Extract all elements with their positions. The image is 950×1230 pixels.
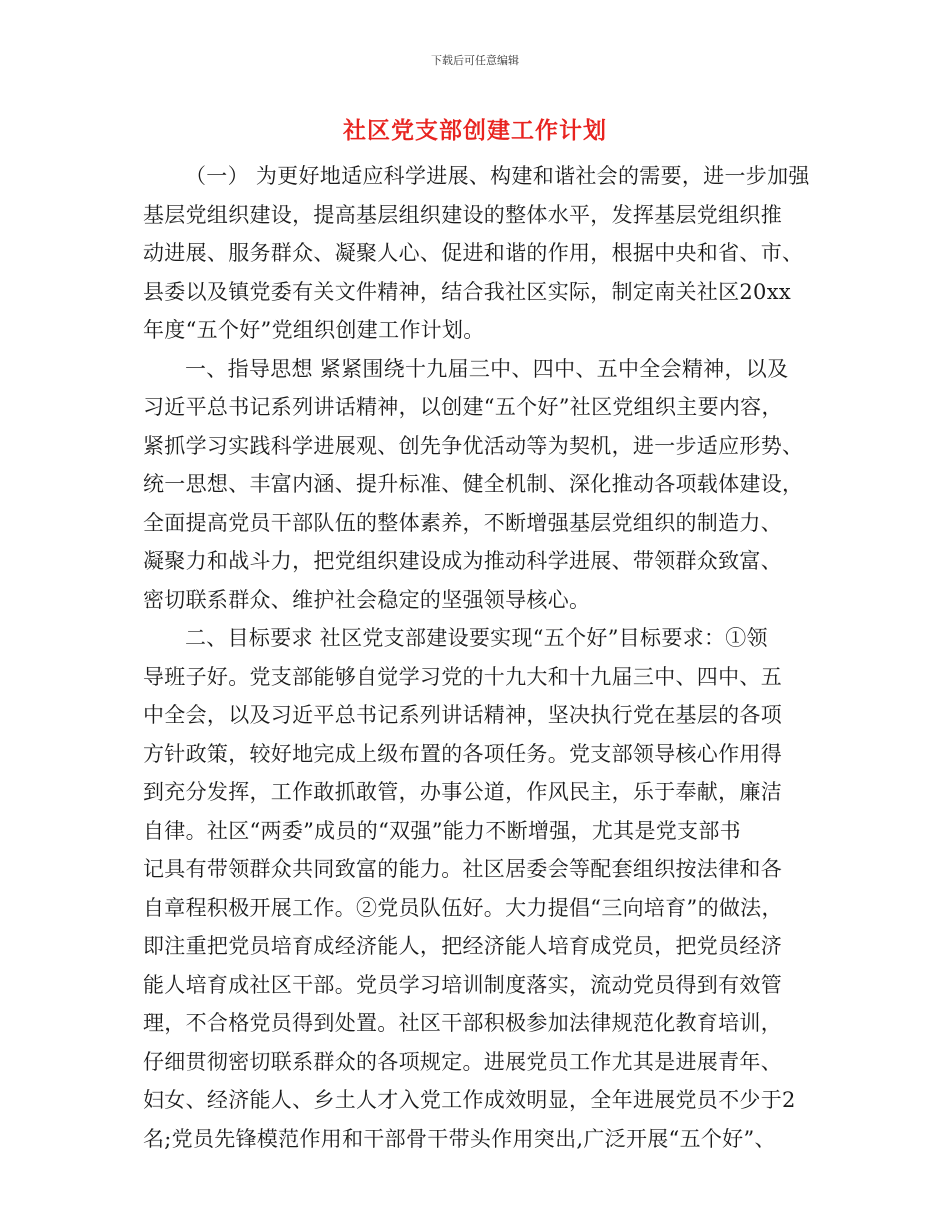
paragraph-line: 中全会，以及习近平总书记系列讲话精神，坚决执行党在基层的各项 <box>143 703 782 727</box>
paragraph-line: 名;党员先锋模范作用和干部骨干带头作用突出,广泛开展“五个好”、 <box>143 1126 776 1151</box>
header-note: 下载后可任意编辑 <box>431 54 519 67</box>
paragraph-line: 年度“五个好”党组织创建工作计划。 <box>143 318 485 342</box>
paragraph-line: 自律。社区“两委”成员的“双强”能力不断增强，尤其是党支部书 <box>143 818 741 843</box>
paragraph-line: 动进展、服务群众、凝聚人心、促进和谐的作用，根据中央和省、市、 <box>143 241 804 265</box>
paragraph-line: 即注重把党员培育成经济能人，把经济能人培育成党员，把党员经济 <box>143 934 782 958</box>
paragraph-line: 仔细贯彻密切联系群众的各项规定。进展党员工作尤其是进展青年、 <box>143 1049 782 1074</box>
paragraph-line: 紧抓学习实践科学进展观、创先争优活动等为契机，进一步适应形势、 <box>143 433 804 458</box>
paragraph-line: 习近平总书记系列讲话精神，以创建“五个好”社区党组织主要内容， <box>143 395 783 419</box>
paragraph-line: 密切联系群众、维护社会稳定的坚强领导核心。 <box>143 587 591 612</box>
paragraph-line: 凝聚力和战斗力，把党组织建设成为推动科学进展、带领群众致富、 <box>143 549 782 573</box>
paragraph-line: 导班子好。党支部能够自觉学习党的十九大和十九届三中、四中、五 <box>143 664 782 689</box>
paragraph-line: 理，不合格党员得到处置。社区干部积极参加法律规范化教育培训， <box>143 1011 782 1035</box>
paragraph-line: 自章程积极开展工作。②党员队伍好。大力提倡“三向培育”的做法， <box>143 895 783 920</box>
paragraph-line: （一） 为更好地适应科学进展、构建和谐社会的需要，进一步加强 <box>185 164 810 188</box>
paragraph-line: 到充分发挥，工作敢抓敢管，办事公道，作风民主，乐于奉献，廉洁 <box>143 780 782 804</box>
paragraph-line: 二、目标要求 社区党支部建设要实现“五个好”目标要求：①领 <box>185 626 768 650</box>
paragraph-line: 基层党组织建设，提高基层组织建设的整体水平，发挥基层党组织推 <box>143 202 782 227</box>
paragraph-line: 记具有带领群众共同致富的能力。社区居委会等配套组织按法律和各 <box>143 857 782 881</box>
paragraph-line: 统一思想、丰富内涵、提升标准、健全机制、深化推动各项载体建设， <box>143 472 804 496</box>
paragraph-line: 能人培育成社区干部。党员学习培训制度落实，流动党员得到有效管 <box>143 972 782 997</box>
paragraph-line: 全面提高党员干部队伍的整体素养，不断增强基层党组织的制造力、 <box>143 510 782 535</box>
document-body <box>143 157 811 1158</box>
paragraph-line: 一、指导思想 紧紧围绕十九届三中、四中、五中全会精神，以及 <box>185 356 789 381</box>
document-title: 社区党支部创建工作计划 <box>343 118 607 144</box>
paragraph-line: 方针政策，较好地完成上级布置的各项任务。党支部领导核心作用得 <box>143 741 782 766</box>
paragraph-line: 妇女、经济能人、乡土人才入党工作成效明显，全年进展党员不少于2 <box>143 1088 796 1112</box>
paragraph-line: 县委以及镇党委有关文件精神，结合我社区实际，制定南关社区20xx <box>143 279 792 304</box>
